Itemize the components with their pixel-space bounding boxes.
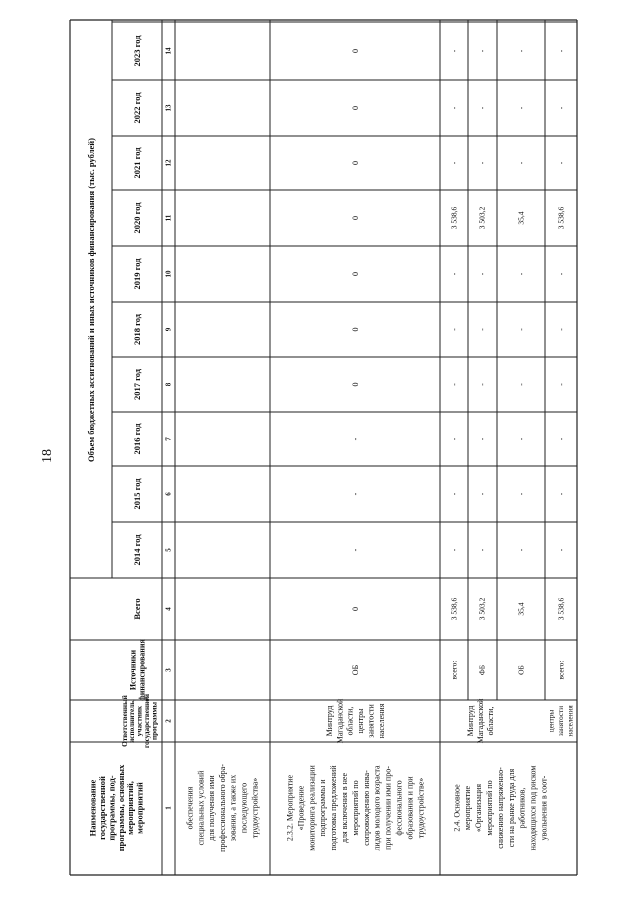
- year-header: 2016 год: [132, 423, 143, 455]
- row-resp: Минтруд: [465, 705, 475, 737]
- column-number: 2: [164, 719, 173, 723]
- row-resp: Магаданской: [335, 698, 345, 744]
- row-value: -: [516, 548, 526, 552]
- column-number: 11: [164, 214, 173, 222]
- column-number: 14: [164, 47, 173, 55]
- row-value: -: [556, 548, 566, 552]
- row-name: подготовка предложений: [329, 765, 339, 851]
- row-name: трудоустройства»: [250, 777, 260, 839]
- row-resp: центры: [547, 709, 556, 733]
- row-value: -: [350, 492, 360, 496]
- col-name-header: государственной: [96, 776, 107, 840]
- row-total: 35,4: [516, 602, 526, 616]
- row-resp: населения: [566, 705, 575, 737]
- col-name-header: программы, основных: [115, 764, 126, 852]
- row-name: мониторинга реализации: [307, 765, 317, 851]
- page-number: 18: [40, 449, 55, 463]
- row-resp: Магаданской: [475, 698, 485, 744]
- row-name: трудоустройстве»: [416, 777, 426, 839]
- row-value: 3 538,6: [449, 206, 459, 230]
- row-value: -: [477, 106, 487, 110]
- row-name: мероприятий по: [484, 780, 494, 836]
- column-number: 12: [164, 159, 173, 167]
- row-value: 3 538,6: [556, 206, 566, 230]
- row-total: 3 538,6: [449, 597, 459, 621]
- row-name: специальных условий: [196, 770, 206, 846]
- col-name-header: Наименование: [87, 779, 98, 837]
- row-value: -: [516, 437, 526, 441]
- year-header: 2022 год: [132, 92, 143, 124]
- row-resp: занятости: [366, 704, 376, 738]
- row-name: зования, а также их: [228, 774, 238, 842]
- row-name: 2.3.2. Мероприятие: [285, 774, 295, 842]
- col-resp-header: Ответственный: [120, 695, 129, 747]
- row-value: -: [477, 437, 487, 441]
- row-resp: населения: [376, 703, 386, 739]
- row-name: сопровождению инва-: [361, 770, 371, 846]
- column-number: 13: [164, 104, 173, 112]
- row-value: 0: [350, 161, 360, 165]
- col-resp-header: исполнитель,: [128, 699, 137, 743]
- column-number: 4: [164, 607, 173, 611]
- row-name: снижению напряженно-: [495, 767, 505, 849]
- row-value: -: [556, 161, 566, 165]
- row-value: -: [449, 328, 459, 331]
- row-value: -: [477, 492, 487, 496]
- row-value: -: [449, 161, 459, 165]
- row-total: 3 538,6: [556, 597, 566, 621]
- row-value: -: [449, 437, 459, 441]
- row-value: -: [449, 383, 459, 386]
- row-name: работников,: [517, 787, 527, 829]
- year-header: 2015 год: [132, 478, 143, 510]
- row-value: -: [449, 492, 459, 496]
- row-value: -: [516, 161, 526, 165]
- row-name: «Проведение: [296, 785, 306, 831]
- year-header: 2020 год: [132, 202, 143, 234]
- year-header: 2023 год: [132, 35, 143, 67]
- row-name: профессионального обра-: [217, 764, 227, 852]
- row-value: 3 503,2: [477, 206, 487, 230]
- group-title: Объем бюджетных ассигнований и иных источников финансирования (тыс. рублей): [86, 138, 97, 462]
- row-value: -: [350, 437, 360, 441]
- row-name: для включения в нее: [339, 772, 349, 844]
- row-value: -: [516, 492, 526, 496]
- row-name: «Организация: [474, 783, 484, 833]
- row-name: сти на рынке труда для: [506, 768, 516, 848]
- row-value: 0: [350, 216, 360, 220]
- row-name: мероприятие: [463, 785, 473, 831]
- column-number: 8: [164, 382, 173, 387]
- row-value: -: [477, 548, 487, 552]
- row-name: при получении ими про-: [383, 766, 393, 850]
- row-value: -: [477, 272, 487, 276]
- column-number: 5: [164, 548, 173, 552]
- row-source: ФБ: [477, 664, 487, 676]
- row-value: -: [556, 49, 566, 53]
- row-value: -: [477, 328, 487, 331]
- col-name-header: программы, под-: [106, 775, 117, 841]
- col-resp-header: государственной: [142, 694, 151, 748]
- year-header: 2018 год: [132, 313, 143, 346]
- row-value: -: [477, 383, 487, 386]
- col-total-header: Всего: [132, 598, 143, 620]
- row-value: 0: [350, 327, 360, 332]
- col-src-header: финансирования: [137, 639, 147, 701]
- row-total: 3 503,2: [477, 597, 487, 621]
- column-number: 6: [164, 492, 173, 496]
- row-name: мероприятий по: [350, 780, 360, 836]
- year-header: 2014 год: [132, 534, 143, 566]
- column-number: 9: [164, 327, 173, 332]
- row-total: 0: [350, 607, 360, 611]
- row-value: -: [556, 383, 566, 386]
- row-value: -: [350, 548, 360, 552]
- row-value: -: [449, 272, 459, 276]
- row-name: образования и при: [405, 776, 415, 840]
- row-value: -: [449, 548, 459, 552]
- column-number: 7: [164, 437, 173, 441]
- row-value: 0: [350, 272, 360, 276]
- row-name: обеспечения: [185, 786, 195, 830]
- col-name-header: мероприятий: [134, 782, 145, 834]
- row-value: -: [556, 328, 566, 331]
- row-value: -: [556, 437, 566, 441]
- column-number: 10: [164, 270, 173, 278]
- col-src-header: Источники: [128, 649, 138, 691]
- row-source: всего:: [556, 660, 566, 680]
- row-name: 2.4. Основное: [452, 784, 462, 832]
- row-value: -: [516, 272, 526, 276]
- row-source: ОБ: [350, 664, 360, 676]
- col-resp-header: участник: [135, 705, 144, 737]
- col-name-header: мероприятий,: [125, 781, 136, 835]
- row-value: -: [516, 49, 526, 53]
- row-name: лидов молодого возраста: [372, 765, 382, 851]
- row-resp: области,: [345, 706, 355, 736]
- row-name: фессионального: [394, 780, 404, 836]
- year-header: 2021 год: [132, 147, 143, 179]
- year-header: 2019 год: [132, 258, 143, 290]
- row-name: увольнения в соот-: [539, 775, 549, 841]
- row-source: ОБ: [516, 665, 526, 675]
- row-value: 0: [350, 106, 360, 110]
- row-resp: занятости: [557, 705, 566, 737]
- row-source: всего:: [449, 660, 459, 680]
- row-value: 35,4: [516, 211, 526, 225]
- row-value: -: [477, 161, 487, 165]
- row-value: -: [556, 272, 566, 276]
- row-resp: Минтруд: [324, 705, 334, 737]
- row-resp: центры: [356, 708, 366, 734]
- row-value: -: [516, 383, 526, 386]
- row-name: для получения ими: [207, 775, 217, 841]
- column-number: 1: [164, 806, 173, 810]
- row-value: 0: [350, 49, 360, 53]
- row-value: -: [477, 49, 487, 53]
- row-value: -: [556, 106, 566, 110]
- row-value: 0: [350, 382, 360, 387]
- row-name: находящихся под риском: [528, 765, 538, 851]
- row-value: -: [516, 106, 526, 110]
- row-name: подпрограммы и: [318, 779, 328, 837]
- row-resp: области,: [485, 706, 495, 736]
- row-value: -: [449, 106, 459, 110]
- year-header: 2017 год: [132, 368, 143, 401]
- column-number: 3: [164, 668, 173, 672]
- row-value: -: [516, 328, 526, 331]
- row-value: -: [556, 492, 566, 496]
- row-name: последующего: [239, 782, 249, 834]
- col-resp-header: программы: [150, 702, 159, 740]
- row-value: -: [449, 49, 459, 53]
